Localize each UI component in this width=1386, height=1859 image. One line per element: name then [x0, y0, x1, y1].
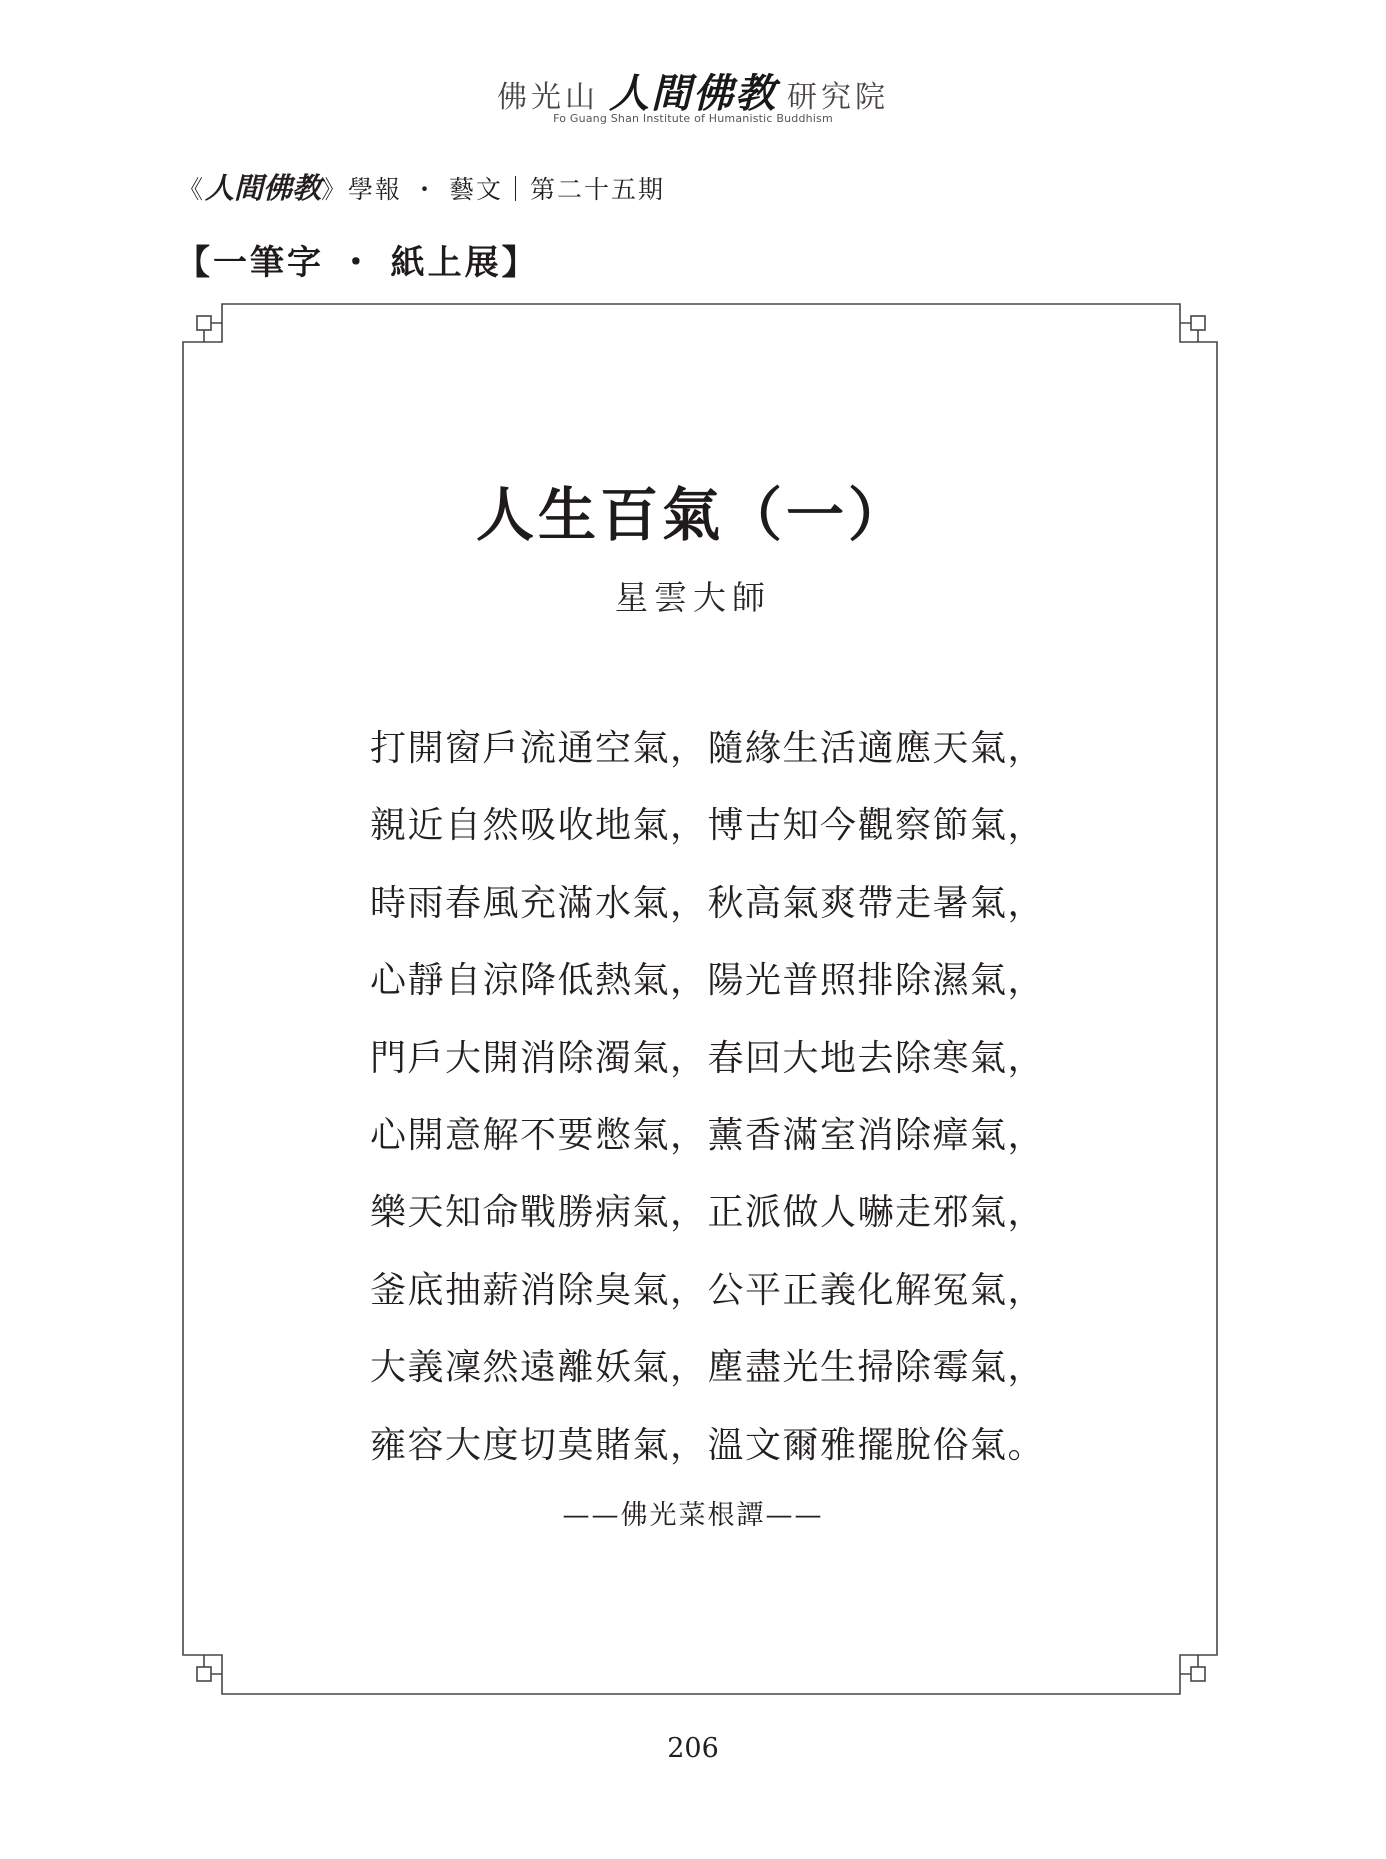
poem-line: 心開意解不要憋氣，薰香滿室消除瘴氣，	[370, 1114, 1046, 1156]
corner-ornament-bottom-right	[1191, 1667, 1205, 1681]
corner-ornament-bottom-left	[197, 1667, 211, 1681]
journal-brand-logo: 人間佛教	[205, 171, 322, 205]
poem-line: 打開窗戶流通空氣，隨緣生活適應天氣，	[370, 728, 1046, 769]
corner-ornament-top-right	[1191, 316, 1205, 330]
poem-author: 星雲大師	[615, 578, 771, 617]
poem-line: 釜底抽薪消除臭氣，公平正義化解冤氣，	[370, 1269, 1046, 1311]
journal-title	[178, 166, 665, 207]
corner-ornament-top-left	[197, 316, 211, 330]
poem-line: 親近自然吸收地氣，博古知今觀察節氣，	[370, 805, 1046, 847]
journal-bracket-open: 《	[178, 175, 206, 204]
page-number: 206	[667, 1733, 719, 1764]
poem-line: 時雨春風充滿水氣，秋高氣爽帶走暑氣，	[370, 882, 1046, 924]
institute-prefix: 佛光山	[497, 80, 599, 115]
poem-line: 心靜自涼降低熱氣，陽光普照排除濕氣，	[370, 960, 1046, 1002]
institute-english-name: Fo Guang Shan Institute of Humanistic Buddhism	[553, 112, 833, 125]
journal-bracket-close: 》	[321, 175, 349, 204]
poem-line: 雍容大度切莫賭氣，溫文爾雅擺脫俗氣。	[370, 1424, 1046, 1466]
poem-line: 樂天知命戰勝病氣，正派做人嚇走邪氣，	[370, 1192, 1046, 1234]
poem-line: 大義凜然遠離妖氣，塵盡光生掃除霉氣，	[370, 1347, 1046, 1389]
poem-body	[370, 727, 1090, 1501]
institute-suffix: 研究院	[787, 80, 889, 115]
institute-brand-logo: 人間佛教	[609, 70, 777, 117]
poem-line: 門戶大開消除濁氣，春回大地去除寒氣，	[370, 1037, 1046, 1079]
section-heading: 【一筆字 ・ 紙上展】	[176, 243, 539, 283]
institute-title	[0, 62, 1386, 117]
journal-issue: 學報 ・ 藝文｜第二十五期	[348, 175, 665, 204]
poem-source: ——佛光菜根譚——	[562, 1500, 824, 1531]
poem-title: 人生百氣（一）	[475, 481, 910, 549]
